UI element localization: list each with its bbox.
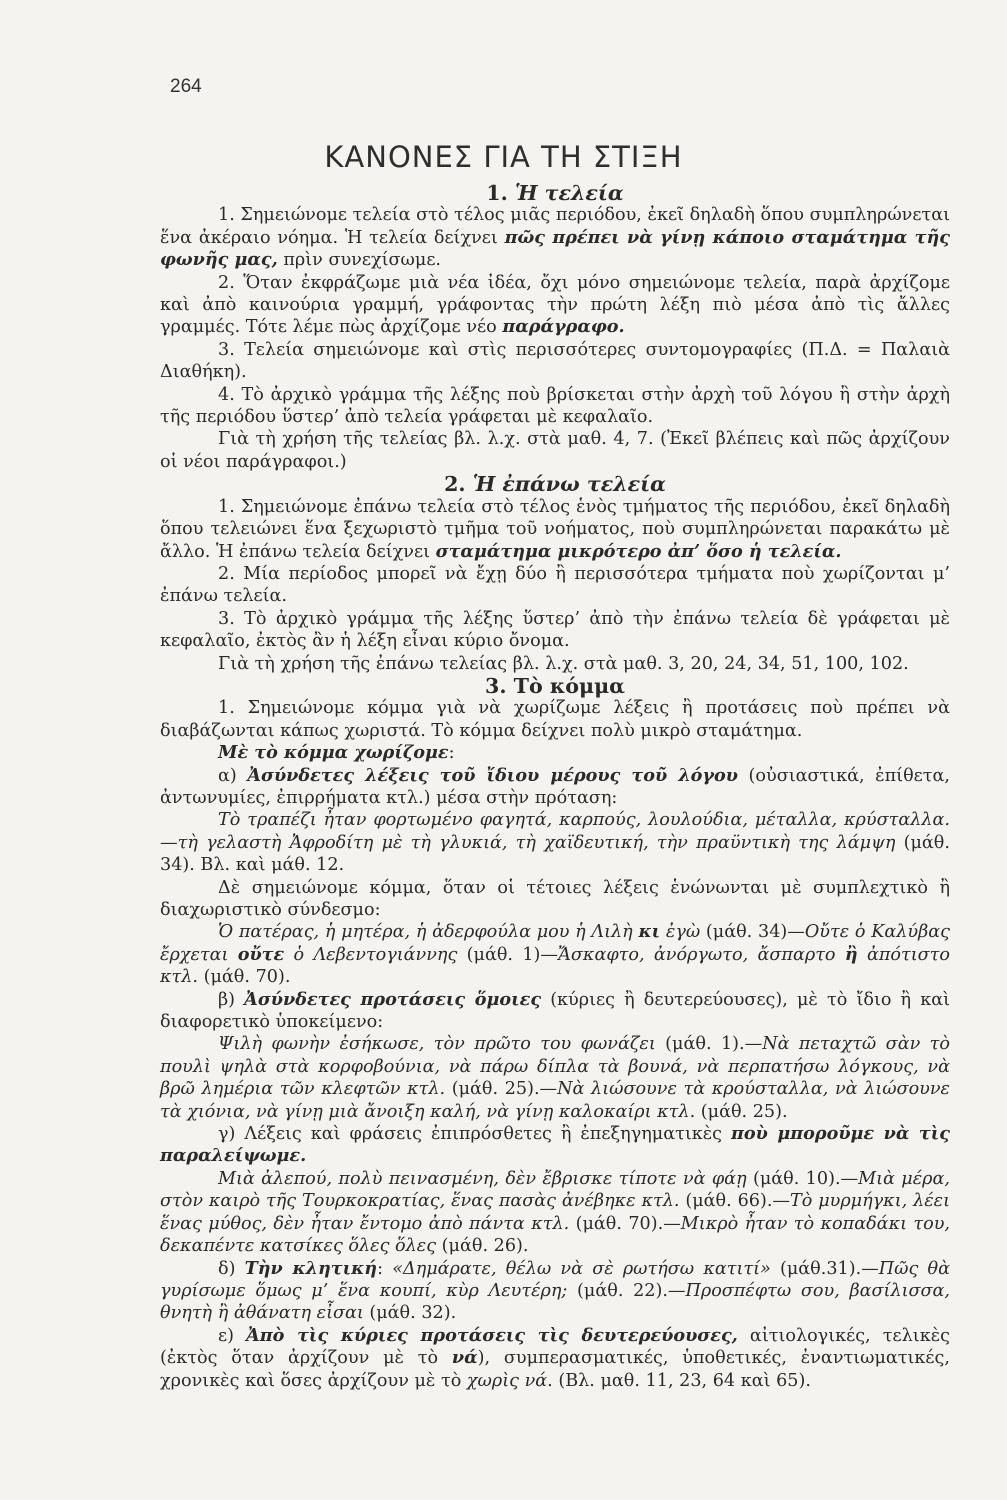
paragraph xyxy=(160,428,950,473)
text-run: Ἀσύνδετες προτάσεις ὅμοιες xyxy=(244,988,542,1010)
text-run: (μάθ. 25).— xyxy=(445,1079,558,1100)
paragraph xyxy=(160,1123,950,1168)
text-run: κι xyxy=(638,921,661,943)
text-run: 1. xyxy=(486,181,515,205)
text-run: παράγραφο. xyxy=(502,316,625,338)
text-run: α) xyxy=(218,765,248,786)
text-run: Πῶς θὰ γυρίσωμε ὅμως μ’ ἕνα κουπί, κὺρ Λευτέρη; xyxy=(160,1258,950,1301)
paragraph xyxy=(160,765,950,810)
text-run: σταμάτημα μικρότερο ἀπ’ ὅσο ἡ τελεία. xyxy=(435,540,842,562)
paragraph xyxy=(160,877,950,922)
text-run: Μὲ τὸ κόμμα χωρίζομε xyxy=(218,742,449,764)
text-run: Οὔτε ὁ Καλύβας ἔρχεται xyxy=(160,922,950,965)
paragraph xyxy=(160,989,950,1034)
text-run: Νὰ λιώσουνε τὰ κρούσταλλα, νὰ λιώσουνε τὰ χιόνια, νὰ γίνῃ μιὰ ἄνοιξη καλή, νὰ γίνῃ καλοκαίρι κτλ. xyxy=(160,1079,950,1122)
example-paragraph xyxy=(160,1033,950,1123)
text-run: ἀπότιστο κτλ. xyxy=(160,944,950,988)
example-paragraph xyxy=(160,1168,950,1258)
text-run: Ἀσύνδετες λέξεις τοῦ ἴδιου μέρους τοῦ λόγου xyxy=(247,764,738,786)
text-run: (μάθ.31).— xyxy=(770,1258,879,1279)
text-run: (μάθ. 34). Βλ. καὶ μάθ. 12. xyxy=(160,832,950,876)
text-run: 2. xyxy=(444,472,473,497)
text-run: ἐγὼ xyxy=(660,922,701,943)
text-run: Ἄσκαφτο, ἀνόργωτο, ἄσπαρτο xyxy=(558,944,845,965)
text-run: Γιὰ τὴ χρήση τῆς τελείας βλ. λ.χ. στὰ μαθ. 4, 7. (Ἐκεῖ βλέπεις καὶ πῶς ἀρχίζουν οἱ νέοι παράγραφοι.) xyxy=(160,429,950,472)
text-run: πῶς πρέπει νὰ γίνῃ κάποιο σταμάτημα τῆς φωνῆς μας, xyxy=(160,226,950,271)
text-run: ), συμπερασματικές, ὑποθετικές, ἐναντιωματικές, χρονικὲς καὶ ὅσες ἀρχίζουν μὲ τὸ xyxy=(160,1348,950,1391)
text-run: (μάθ. 1)— xyxy=(457,944,558,965)
text-run: (μάθ. 70). xyxy=(198,967,291,988)
text-run: (μάθ. 22).— xyxy=(567,1280,686,1301)
text-run: (μάθ. 34)— xyxy=(700,922,805,943)
page-title: ΚΑΝΟΝΕΣ ΓΙΑ ΤΗ ΣΤΙΞΗ xyxy=(324,140,683,174)
section-heading xyxy=(160,182,950,204)
text-run: κόμμα xyxy=(549,673,625,698)
text-run: (κύριες ἢ δευτερεύουσες), μὲ τὸ ἴδιο ἢ καὶ διαφορετικὸ ὑποκείμενο: xyxy=(160,989,950,1033)
text-run: 2. Ὅταν ἐκφράζωμε μιὰ νέα ἰδέα, ὄχι μόνο σημειώνομε τελεία, παρὰ ἀρχίζομε καὶ ἀπὸ καινούρια γραμμή, γράφοντας τὴν πρώτη λέξη πιὸ μέσα ἀπὸ τὶς ἄλλες γραμμές. Τότε λέμε πὼς ἀρχίζομε νέο xyxy=(160,272,950,338)
text-run: Μιὰ μέρα, στὸν καιρὸ τῆς Τουρκοκρατίας, ἕνας πασὰς ἀνέβηκε κτλ. xyxy=(160,1168,950,1212)
text-run: (οὐσιαστικά, ἐπίθετα, ἀντωνυμίες, ἐπιρρήματα κτλ.) μέσα στὴν πρόταση: xyxy=(160,765,950,808)
text-run: Γιὰ τὴ χρήση τῆς ἐπάνω τελείας βλ. λ.χ. στὰ μαθ. 3, 20, 24, 34, 51, 100, 102. xyxy=(218,653,909,674)
text-run: β) xyxy=(218,989,245,1010)
text-run: Μιὰ ἀλεπού, πολὺ πεινασμένη, δὲν ἔβρισκε τίποτε νὰ φάῃ xyxy=(218,1168,747,1189)
text-run: 1. Σημειώνομε ἐπάνω τελεία στὸ τέλος ἑνὸς τμήματος τῆς περιόδου, ἐκεῖ δηλαδὴ ὅπου τελειώνει ἕνα ξεχωριστὸ τμῆμα τοῦ νοήματος, ποὺ συμπληρώνεται παρακάτω μὲ ἄλλο. Ἡ ἐπάνω τελεία δείχνει xyxy=(160,496,950,562)
text-run: αἰτιολογικές, τελικὲς (ἐκτὸς ὅταν ἀρχίζουν μὲ τὸ xyxy=(160,1325,950,1369)
text-run: Προσπέφτω σου, βασίλισσα, θνητὴ ἢ ἀθάνατη εἶσαι xyxy=(160,1280,950,1324)
text-run: Μικρὸ ἦταν τὸ κοπαδάκι του, δεκαπέντε κατσίκες ὅλες ὅλες xyxy=(160,1213,950,1257)
text-run: Τὸ τραπέζι ἦταν φορτωμένο φαγητά, καρπούς, λουλούδια, μέταλλα, κρύσταλλα.—τὴ γελαστὴ Ἀφροδίτη μὲ τὴ γλυκιά, τὴ χαϊδευτική, τὴν πραϋντικὴ της λάμψη xyxy=(160,810,950,853)
text-run: Ἀπὸ τὶς κύριες προτάσεις τὶς δευτερεύουσες, xyxy=(246,1324,738,1346)
text-run: πρὶν συνεχίσωμε. xyxy=(277,250,442,271)
example-paragraph xyxy=(160,809,950,876)
page-body xyxy=(160,182,950,1392)
text-run: Δὲ σημειώνομε κόμμα, ὅταν οἱ τέτοιες λέξεις ἑνώνωνται μὲ συμπλεχτικὸ ἢ διαχωριστικὸ σύνδεσμο: xyxy=(160,877,950,920)
text-run: ὁ Λεβεντογιάννης xyxy=(284,944,458,965)
paragraph xyxy=(160,384,950,429)
text-run: : xyxy=(377,1258,393,1279)
paragraph xyxy=(160,563,950,608)
text-run: ποὺ μποροῦμε νὰ τὶς παραλείψωμε. xyxy=(160,1123,950,1167)
text-run: νά xyxy=(451,1347,478,1369)
text-run: (μάθ. 66).— xyxy=(679,1191,791,1212)
text-run: Ὁ πατέρας, ἡ μητέρα, ἡ ἀδερφούλα μου ἡ Λιλὴ xyxy=(218,922,639,943)
text-run: οὔτε xyxy=(237,943,285,965)
paragraph xyxy=(160,1325,950,1392)
paragraph xyxy=(160,339,950,384)
text-run: . (Βλ. μαθ. 11, 23, 64 καὶ 65). xyxy=(547,1370,811,1391)
paragraph xyxy=(160,1258,950,1325)
text-run: Τὴν κλητική xyxy=(244,1257,378,1279)
page-number: 264 xyxy=(170,76,202,97)
text-run: (μάθ. 32). xyxy=(363,1303,457,1324)
paragraph xyxy=(160,608,950,653)
text-run: γ) Λέξεις καὶ φράσεις ἐπιπρόσθετες ἢ ἐπεξηγηματικὲς xyxy=(218,1124,732,1145)
section-heading xyxy=(160,473,950,495)
text-run: : xyxy=(448,743,455,764)
text-run: Ἡ τελεία xyxy=(514,181,624,205)
paragraph xyxy=(160,272,950,339)
paragraph xyxy=(160,697,950,742)
text-run: 3. Τὸ ἀρχικὸ γράμμα τῆς λέξης ὕστερ’ ἀπὸ τὴν ἐπάνω τελεία δὲ γράφεται μὲ κεφαλαῖο, ἐκτὸς ἂν ἡ λέξη εἶναι κύριο ὄνομα. xyxy=(160,608,950,652)
text-run: ἢ xyxy=(844,943,858,965)
paragraph xyxy=(160,742,950,764)
text-run: ε) xyxy=(218,1325,247,1346)
text-run: 1. Σημειώνομε τελεία στὸ τέλος μιᾶς περιόδου, ἐκεῖ δηλαδὴ ὅπου συμπληρώνεται ἕνα ἀκέραιο νόημα. Ἡ τελεία δείχνει xyxy=(160,205,950,248)
text-run: 2. Μία περίοδος μπορεῖ νὰ ἔχῃ δύο ἢ περισσότερα τμήματα ποὺ χωρίζονται μ’ ἐπάνω τελεία. xyxy=(160,563,950,607)
paragraph xyxy=(160,653,950,675)
text-run: Τὸ μυρμήγκι, λέει ἕνας μύθος, δὲν ἦταν ἔντομο ἀπὸ πάντα κτλ. xyxy=(160,1191,950,1234)
text-run: δ) xyxy=(218,1258,245,1279)
text-run: 1. Σημειώνομε κόμμα γιὰ νὰ χωρίζωμε λέξεις ἢ προτάσεις ποὺ πρέπει νὰ διαβάζωνται κάπως χωριστά. Τὸ κόμμα δείχνει πολὺ μικρὸ σταμάτημα. xyxy=(160,698,950,741)
text-run: Ψιλὴ φωνὴν ἐσήκωσε, τὸν πρῶτο του φωνάζει xyxy=(218,1034,656,1055)
section-heading xyxy=(160,675,950,697)
text-run: (μάθ. 25). xyxy=(695,1101,788,1122)
text-run: (μάθ. 1).— xyxy=(655,1034,763,1055)
text-run: (μάθ. 70).— xyxy=(569,1213,681,1234)
text-run: 3. Τελεία σημειώνομε καὶ στὶς περισσότερες συντομογραφίες (Π.Δ. = Παλαιὰ Διαθήκη). xyxy=(160,339,950,383)
example-paragraph xyxy=(160,921,950,988)
text-run: «Δημάρατε, θέλω νὰ σὲ ρωτήσω κατιτί» xyxy=(392,1258,771,1279)
text-run: 3. Τὸ xyxy=(485,673,550,698)
paragraph xyxy=(160,496,950,563)
text-run: (μάθ. 10).— xyxy=(746,1168,859,1189)
text-run: χωρὶς νά xyxy=(466,1370,548,1391)
text-run: Ἡ ἐπάνω τελεία xyxy=(472,472,666,497)
paragraph xyxy=(160,204,950,271)
text-run: 4. Τὸ ἀρχικὸ γράμμα τῆς λέξης ποὺ βρίσκεται στὴν ἀρχὴ τοῦ λόγου ἢ στὴν ἀρχὴ τῆς περιόδου ὕστερ’ ἀπὸ τελεία γράφεται μὲ κεφαλαῖο. xyxy=(160,384,950,428)
text-run: Νὰ πεταχτῶ σὰν τὸ πουλὶ ψηλὰ στὰ κορφοβούνια, νὰ πάρω δίπλα τὰ βουνά, νὰ περπατήσω λόγκους, νὰ βρῶ λημέρια τῶν κλεφτῶν κτλ. xyxy=(160,1034,951,1100)
text-run: (μάθ. 26). xyxy=(436,1236,529,1257)
